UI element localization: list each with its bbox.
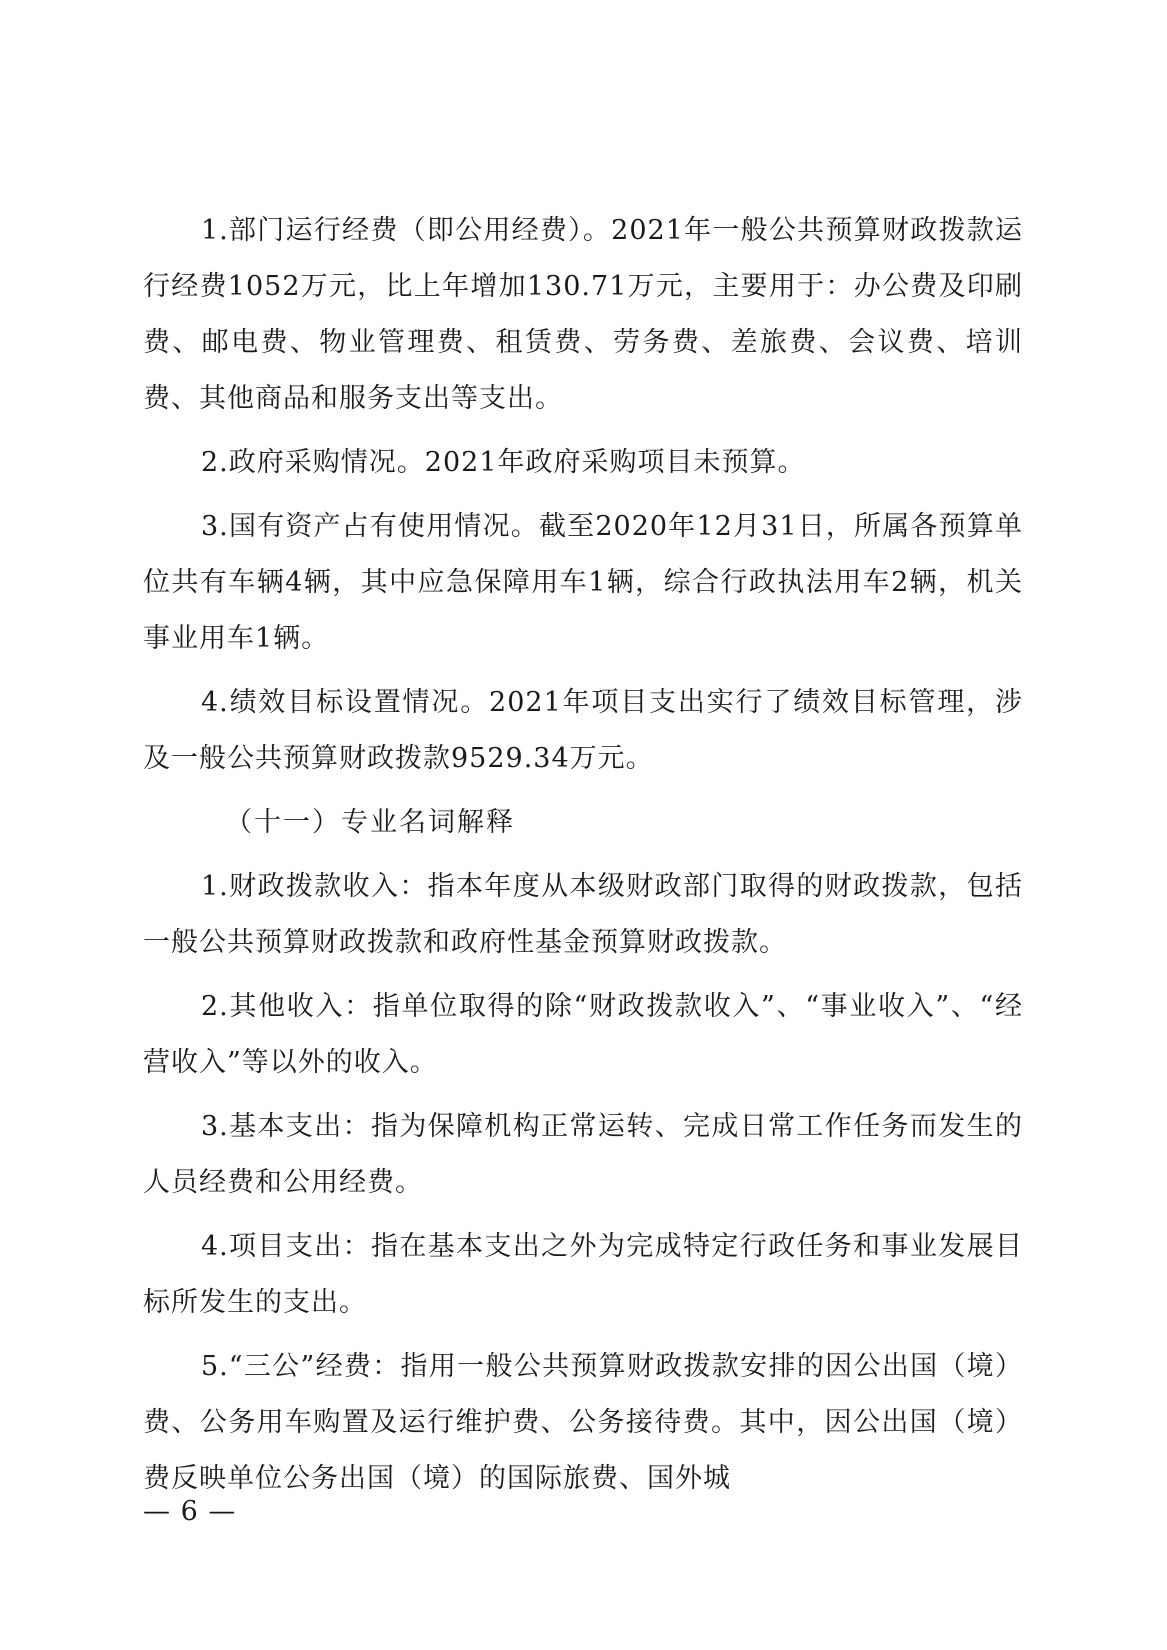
paragraph-term-other-income: 2.其他收入：指单位取得的除“财政拨款收入”、“事业收入”、“经营收入”等以外的收入。 — [143, 991, 1023, 1078]
paragraph-state-assets: 3.国有资产占有使用情况。截至2020年12月31日，所属各预算单位共有车辆4辆，其中应急保障用车1辆，综合行政执法用车2辆，机关事业用车1辆。 — [143, 511, 1023, 654]
paragraph-term-basic-expenditure: 3.基本支出：指为保障机构正常运转、完成日常工作任务而发生的人员经费和公用经费。 — [143, 1111, 1023, 1198]
paragraph-term-three-public-expenses: 5.“三公”经费：指用一般公共预算财政拨款安排的因公出国（境）费、公务用车购置及运行维护费、公务接待费。其中，因公出国（境）费反映单位公务出国（境）的国际旅费、国外城 — [143, 1351, 1023, 1494]
paragraph-operating-funds: 1.部门运行经费（即公用经费）。2021年一般公共预算财政拨款运行经费1052万元，比上年增加130.71万元，主要用于：办公费及印刷费、邮电费、物业管理费、租赁费、劳务费、差旅费、会议费、培训费、其他商品和服务支出等支出。 — [143, 215, 1023, 414]
section-heading-terms: （十一）专业名词解释 — [225, 807, 515, 838]
paragraph-term-fiscal-appropriation: 1.财政拨款收入：指本年度从本级财政部门取得的财政拨款，包括一般公共预算财政拨款和政府性基金预算财政拨款。 — [143, 871, 1023, 958]
page-body — [143, 203, 1023, 1515]
page-number: — 6 — — [143, 1496, 237, 1527]
paragraph-performance-targets: 4.绩效目标设置情况。2021年项目支出实行了绩效目标管理，涉及一般公共预算财政拨款9529.34万元。 — [143, 687, 1023, 774]
paragraph-term-project-expenditure: 4.项目支出：指在基本支出之外为完成特定行政任务和事业发展目标所发生的支出。 — [143, 1231, 1023, 1318]
paragraph-government-procurement: 2.政府采购情况。2021年政府采购项目未预算。 — [201, 447, 806, 478]
